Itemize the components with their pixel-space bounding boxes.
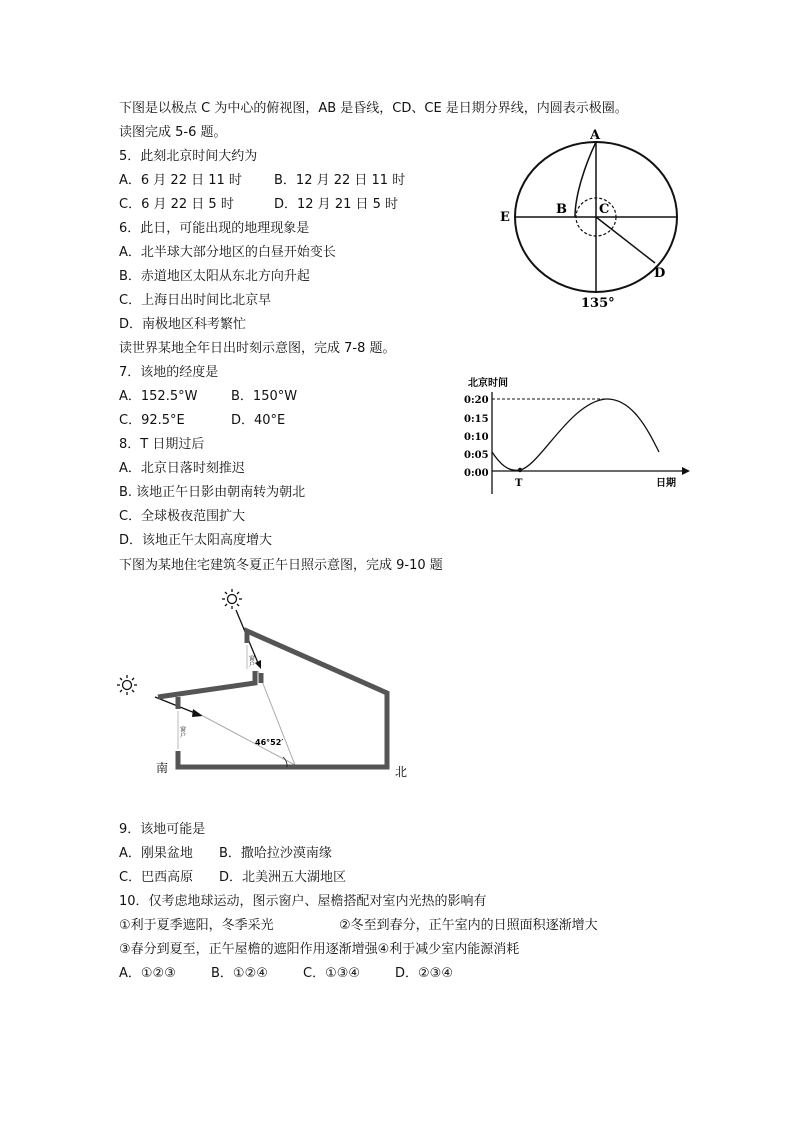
q9-option-c[interactable]: C．巴西高原	[119, 870, 194, 885]
winter-ray-arrow	[192, 709, 203, 717]
sun-icon-summer	[222, 589, 242, 609]
label-b: B	[556, 202, 567, 217]
q5-option-b[interactable]: B．12 月 22 日 11 时	[274, 173, 406, 188]
q10-option-c[interactable]: C．①③④	[303, 966, 361, 981]
polar-view-figure	[495, 125, 685, 310]
q9-options-row2	[119, 870, 346, 886]
label-north: 北	[395, 765, 408, 779]
q7-stem: 7．该地的经度是	[119, 365, 219, 380]
q10-option-d[interactable]: D．②③④	[395, 966, 453, 981]
q9-option-b[interactable]: B．撒哈拉沙漠南缘	[219, 846, 332, 861]
label-a: A	[590, 128, 601, 143]
q9-option-a[interactable]: A．刚果盆地	[119, 846, 193, 861]
q7-option-d[interactable]: D．40°E	[231, 413, 286, 428]
q10-options-row	[119, 966, 453, 982]
q8-stem: 8．T 日期过后	[119, 437, 205, 452]
q5-option-a[interactable]: A．6 月 22 日 11 时	[119, 173, 242, 188]
q9-options-row1	[119, 846, 332, 862]
point-t	[518, 468, 522, 472]
q56-intro2: 读图完成 5-6 题。	[119, 125, 227, 140]
label-c: C	[599, 202, 610, 217]
q10-statement-1: ①利于夏季遮阳，冬季采光	[119, 918, 274, 933]
q910-intro: 下图为某地住宅建筑冬夏正午日照示意图，完成 9-10 题	[119, 558, 443, 573]
lower-eave	[158, 671, 255, 697]
cd-line	[596, 217, 655, 263]
q5-options-row2	[119, 197, 398, 213]
q10-stem: 10．仅考虑地球运动，图示窗户、屋檐搭配对室内光热的影响有	[119, 894, 487, 909]
q6-option-c[interactable]: C．上海日出时间比北京早	[119, 293, 272, 308]
q10-option-a[interactable]: A．①②③	[119, 966, 176, 981]
q10-statement-2: ②冬至到春分，正午室内的日照面积逐渐增大	[339, 918, 598, 933]
q5-options-row1	[119, 173, 405, 189]
ytick-10: 0:10	[464, 432, 489, 443]
q7-option-a[interactable]: A．152.5°W	[119, 389, 198, 404]
q8-option-d[interactable]: D．该地正午太阳高度增大	[119, 533, 273, 548]
q9-option-d[interactable]: D．北美洲五大湖地区	[219, 870, 347, 885]
q5-option-d[interactable]: D．12 月 21 日 5 时	[274, 197, 399, 212]
q8-option-b[interactable]: B. 该地正午日影由朝南转为朝北	[119, 485, 306, 500]
chart-ylabel: 北京时间	[468, 378, 508, 389]
q8-option-c[interactable]: C．全球极夜范围扩大	[119, 509, 246, 524]
label-window-left: 窗户	[178, 726, 186, 738]
x-axis-arrow	[682, 467, 690, 475]
q56-intro: 下图是以极点 C 为中心的俯视图，AB 是昏线，CD、CE 是日期分界线，内圆表示极圈。	[119, 101, 628, 116]
dusk-line-ab	[575, 142, 596, 217]
q10-statements-row2: ③春分到夏至，正午屋檐的遮阳作用逐渐增强④利于减少室内能源消耗	[119, 942, 520, 957]
q6-option-a[interactable]: A．北半球大部分地区的白昼开始变长	[119, 245, 336, 260]
label-window-top: 窗户	[247, 655, 255, 667]
label-e: E	[500, 210, 510, 225]
sunrise-curve	[492, 399, 659, 470]
q7-option-b[interactable]: B．150°W	[231, 389, 298, 404]
label-t: T	[515, 478, 523, 489]
q7-options-row2	[119, 413, 285, 429]
q8-option-a[interactable]: A．北京日落时刻推迟	[119, 461, 245, 476]
ytick-15: 0:15	[464, 414, 489, 425]
q7-option-c[interactable]: C．92.5°E	[119, 413, 185, 428]
label-south: 南	[156, 761, 169, 775]
winter-ray	[155, 697, 195, 713]
q7-options-row1	[119, 389, 297, 405]
q10-option-b[interactable]: B．①②④	[211, 966, 268, 981]
q5-option-c[interactable]: C．6 月 22 日 5 时	[119, 197, 234, 212]
label-135: 135°	[581, 296, 615, 310]
label-d: D	[654, 266, 666, 281]
q6-option-b[interactable]: B．赤道地区太阳从东北方向升起	[119, 269, 310, 284]
q5-stem: 5．此刻北京时间大约为	[119, 149, 258, 164]
ytick-00: 0:00	[464, 468, 489, 479]
chart-xlabel: 日期	[656, 478, 676, 489]
building-sunlight-figure	[115, 585, 420, 790]
sun-icon-winter	[117, 675, 137, 695]
summer-ray-extension	[258, 671, 295, 765]
angle-label: 46°52′	[255, 738, 284, 747]
ytick-05: 0:05	[464, 450, 489, 461]
q6-option-d[interactable]: D．南极地区科考繁忙	[119, 317, 247, 332]
q78-intro: 读世界某地全年日出时刻示意图，完成 7-8 题。	[119, 341, 396, 356]
q9-stem: 9．该地可能是	[119, 822, 206, 837]
sunrise-time-chart	[460, 372, 690, 494]
ytick-20: 0:20	[464, 395, 489, 406]
q10-statements-row1	[119, 918, 598, 934]
q6-stem: 6．此日，可能出现的地理现象是	[119, 221, 310, 236]
